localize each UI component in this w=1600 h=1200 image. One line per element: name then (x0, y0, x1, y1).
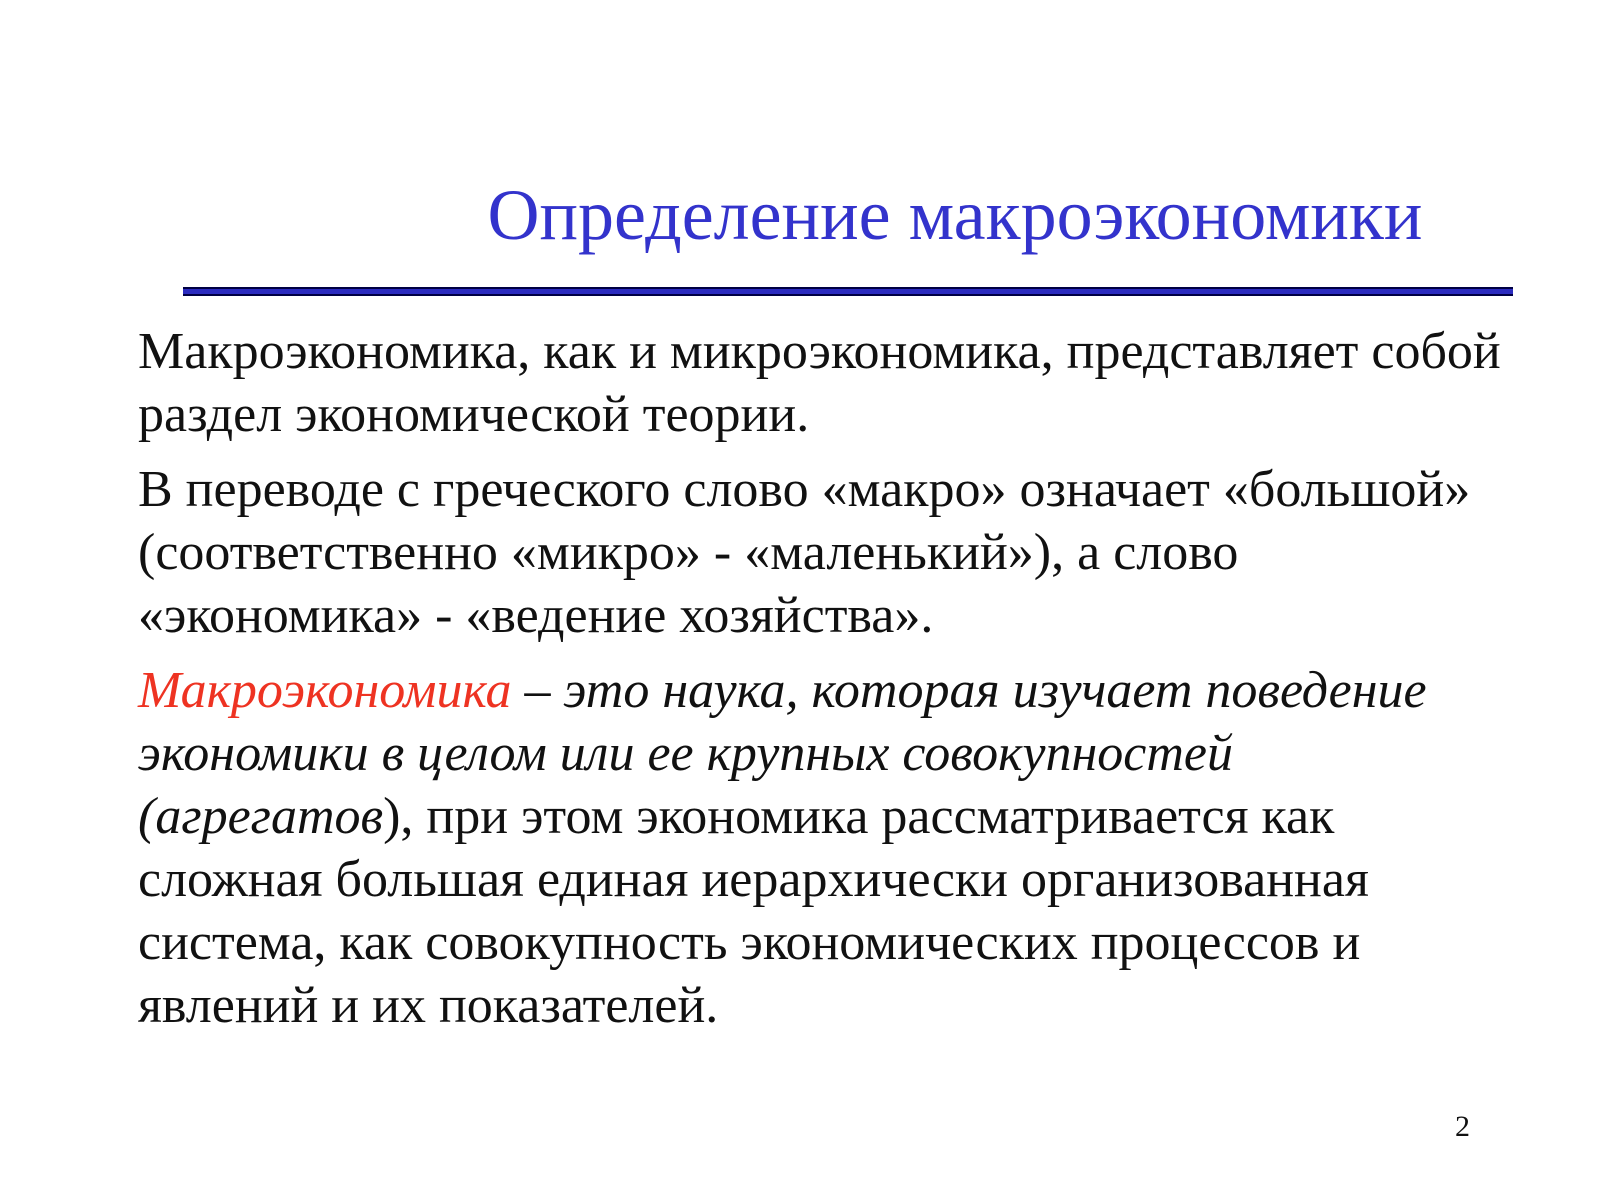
slide-body (138, 320, 1518, 1049)
title-underline (183, 287, 1513, 296)
definition-rest-text: ), при этом экономика рассматривается как сложная большая единая иерархически организованная система, как совокупность экономических процессов и явлений и их показателей. (138, 788, 1369, 1034)
definition-term: Макроэкономика (138, 662, 512, 719)
paragraph-2: В переводе с греческого слово «макро» означает «большой» (соответственно «микро» - «маленький»), а слово «экономика» - «ведение хозяйства». (138, 461, 1471, 644)
slide-title: Определение макроэкономики (487, 175, 1423, 255)
definition-italic-text: – это наука, которая изучает поведение экономики в целом или ее крупных совокупностей (агрегатов (138, 662, 1427, 845)
page-number: 2 (1455, 1110, 1470, 1143)
paragraph-3 (138, 659, 1518, 1037)
paragraph-1: Макроэкономика, как и микроэкономика, представляет собой раздел экономической теории. (138, 323, 1501, 443)
